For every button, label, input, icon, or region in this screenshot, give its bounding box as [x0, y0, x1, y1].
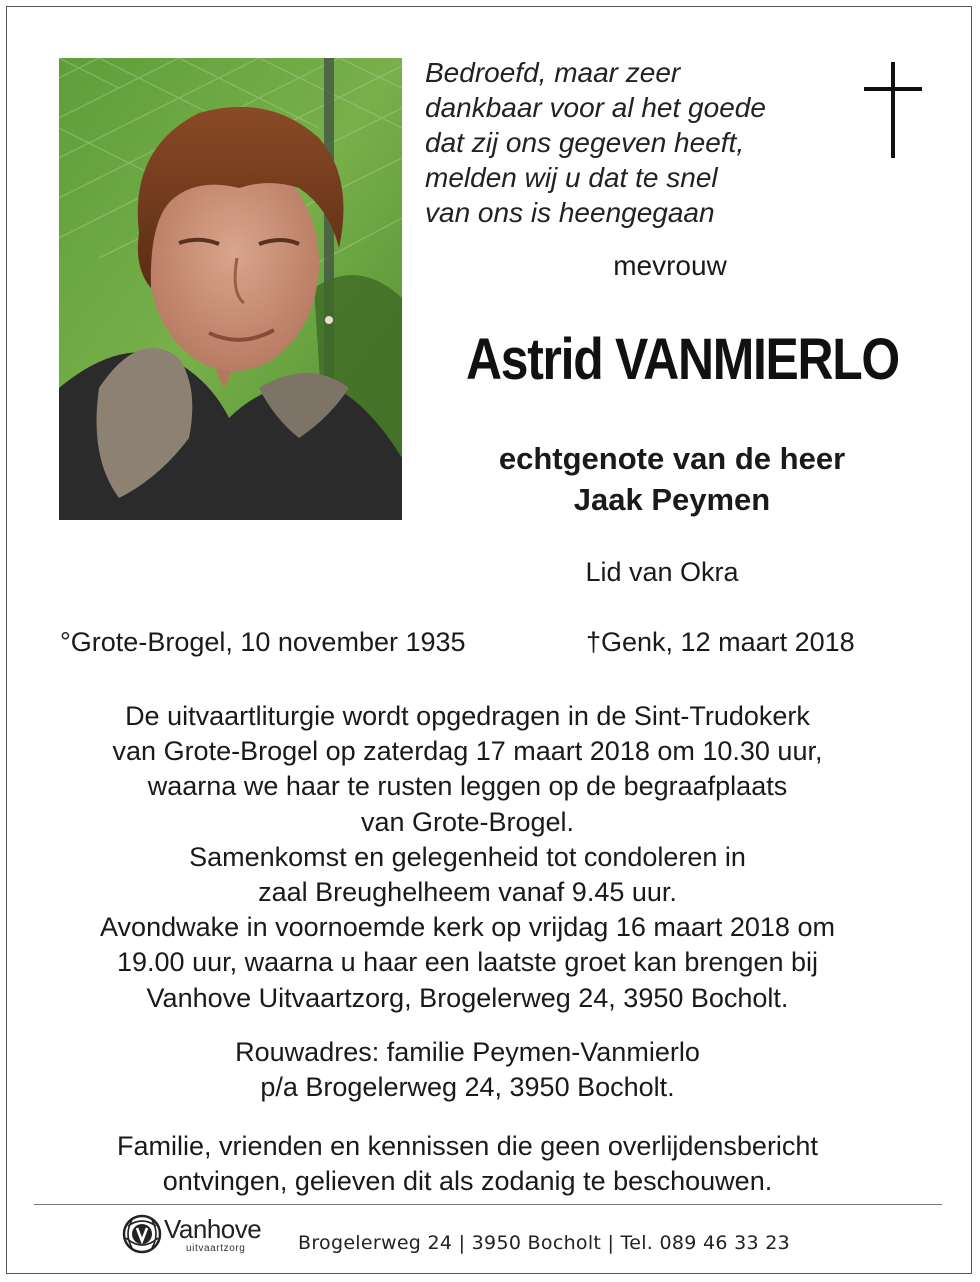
ceremony-line: Samenkomst en gelegenheid tot condoleren in	[189, 841, 746, 872]
ceremony-line: zaal Breughelheem vanaf 9.45 uur.	[258, 877, 677, 908]
ceremony-line: Vanhove Uitvaartzorg, Brogelerweg 24, 3950 Bocholt.	[146, 982, 789, 1013]
footer-divider	[34, 1204, 942, 1205]
life-dates	[60, 627, 920, 658]
death-date: †Genk, 12 maart 2018	[586, 627, 855, 657]
spouse-name: Jaak Peymen	[573, 482, 771, 517]
deceased-name: Astrid VANMIERLO	[466, 327, 899, 392]
closing-note	[40, 1129, 895, 1199]
spouse-line: echtgenote van de heer	[498, 441, 846, 476]
intro-line: melden wij u dat te snel	[425, 162, 718, 193]
intro-line: dankbaar voor al het goede	[425, 92, 766, 123]
portrait-photo	[59, 58, 402, 520]
ceremony-line: 19.00 uur, waarna u haar een laatste groet kan brengen bij	[117, 947, 818, 978]
address-line: Rouwadres: familie Peymen-Vanmierlo	[235, 1037, 700, 1067]
ceremony-line: waarna we haar te rusten leggen op de begraafplaats	[147, 771, 788, 802]
ceremony-line: van Grote-Brogel.	[360, 806, 575, 837]
spouse-info	[430, 438, 914, 520]
intro-line: van ons is heengegaan	[425, 197, 715, 228]
intro-text	[425, 55, 845, 230]
closing-line: Familie, vrienden en kennissen die geen overlijdensbericht	[117, 1131, 818, 1161]
intro-line: dat zij ons gegeven heeft,	[425, 127, 745, 158]
ceremony-line: Avondwake in voornoemde kerk op vrijdag 16 maart 2018 om	[100, 912, 835, 943]
contact-info: Brogelerweg 24 | 3950 Bocholt | Tel. 089 46 33 23	[298, 1232, 790, 1254]
intro-line: Bedroefd, maar zeer	[425, 57, 681, 88]
address-line: p/a Brogelerweg 24, 3950 Bocholt.	[260, 1072, 675, 1103]
mourning-address	[40, 1035, 895, 1105]
funeral-home-footer	[120, 1212, 860, 1264]
logo-name: Vanhove	[164, 1214, 262, 1244]
cross-icon	[864, 62, 922, 158]
ceremony-line: De uitvaartliturgie wordt opgedragen in de Sint-Trudokerk	[125, 701, 810, 731]
membership: Lid van Okra	[585, 557, 739, 587]
ceremony-line: van Grote-Brogel op zaterdag 17 maart 2018 om 10.30 uur,	[112, 736, 823, 767]
logo-subtitle: uitvaartzorg	[186, 1243, 246, 1254]
ceremony-text	[40, 699, 895, 1016]
closing-line: ontvingen, gelieven dit als zodanig te beschouwen.	[162, 1166, 773, 1197]
vanhove-logo-icon	[120, 1212, 164, 1256]
birth-date: °Grote-Brogel, 10 november 1935	[60, 627, 466, 657]
salutation: mevrouw	[613, 250, 727, 281]
